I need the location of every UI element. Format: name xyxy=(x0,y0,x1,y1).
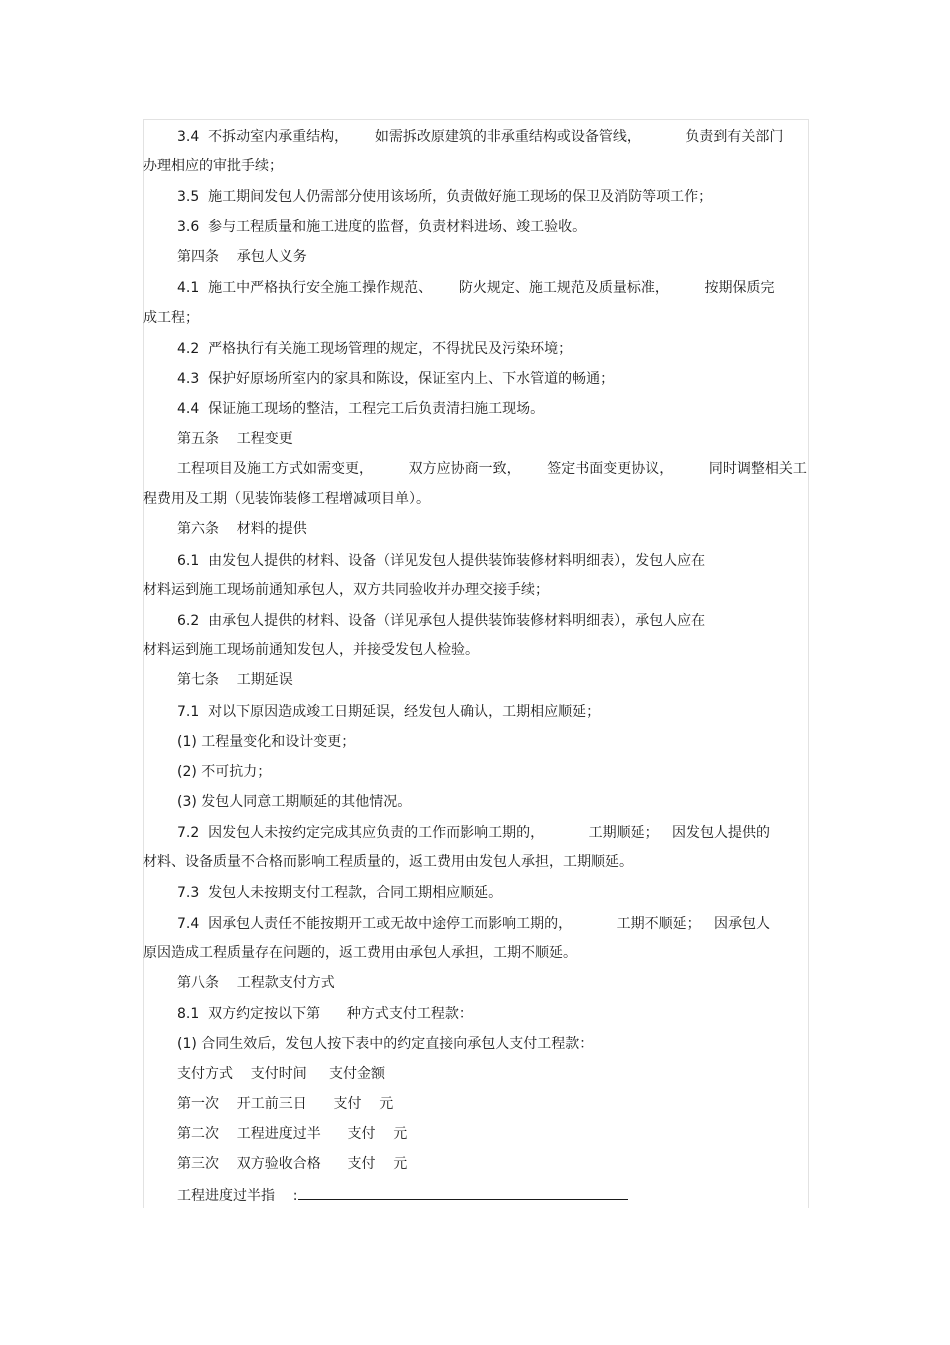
clause-7-2: 7.2 因发包人未按约定完成其应负责的工作而影响工期的， 工期顺延； 因发包人提供的 xyxy=(177,825,771,841)
clause-7-4: 7.4 因承包人责任不能按期开工或无故中途停工而影响工期的， 工期不顺延； 因承包人 xyxy=(177,916,771,932)
article-6-heading: 第六条 材料的提供 xyxy=(177,521,307,537)
clause-7-1-item-1: (1) 工程量变化和设计变更； xyxy=(177,734,356,750)
clause-3-6: 3.6 参与工程质量和施工进度的监督，负责材料进场、竣工验收。 xyxy=(177,219,587,235)
clause-4-1: 4.1 施工中严格执行安全施工操作规范、 防火规定、施工规范及质量标准， 按期保质完 xyxy=(177,280,775,296)
clause-7-1-item-2: (2) 不可抗力； xyxy=(177,764,272,780)
clause-7-2-cont: 材料、设备质量不合格而影响工程质量的，返工费用由发包人承担，工期顺延。 xyxy=(143,854,633,870)
article-5-heading: 第五条 工程变更 xyxy=(177,431,293,447)
payment-table-header: 支付方式 支付时间 支付金额 xyxy=(177,1066,386,1082)
payment-row-3: 第三次 双方验收合格 支付 元 xyxy=(177,1156,408,1172)
clause-6-2-cont: 材料运到施工现场前通知发包人，并接受发包人检验。 xyxy=(143,642,479,658)
clause-6-1: 6.1 由发包人提供的材料、设备（详见发包人提供装饰装修材料明细表），发包人应在 xyxy=(177,553,706,569)
payment-row-2: 第二次 工程进度过半 支付 元 xyxy=(177,1126,408,1142)
clause-4-1-cont: 成工程； xyxy=(143,310,199,326)
progress-definition-label: 工程进度过半指 : xyxy=(177,1188,298,1204)
clause-4-4: 4.4 保证施工现场的整洁，工程完工后负责清扫施工现场。 xyxy=(177,401,545,417)
payment-row-1: 第一次 开工前三日 支付 元 xyxy=(177,1096,394,1112)
clause-3-5: 3.5 施工期间发包人仍需部分使用该场所，负责做好施工现场的保卫及消防等项工作； xyxy=(177,189,713,205)
progress-definition-blank[interactable] xyxy=(298,1185,628,1200)
clause-3-4: 3.4 不拆动室内承重结构， 如需拆改原建筑的非承重结构或设备管线， 负责到有关部门 xyxy=(177,129,784,145)
clause-4-3: 4.3 保护好原场所室内的家具和陈设，保证室内上、下水管道的畅通； xyxy=(177,371,615,387)
clause-3-4-cont: 办理相应的审批手续； xyxy=(143,158,283,174)
clause-7-4-cont: 原因造成工程质量存在问题的，返工费用由承包人承担，工期不顺延。 xyxy=(143,945,577,961)
clause-7-1-item-3: (3) 发包人同意工期顺延的其他情况。 xyxy=(177,794,412,810)
clause-8-1-item-1: (1) 合同生效后，发包人按下表中的约定直接向承包人支付工程款： xyxy=(177,1036,594,1052)
article-7-heading: 第七条 工期延误 xyxy=(177,672,293,688)
clause-7-3: 7.3 发包人未按期支付工程款，合同工期相应顺延。 xyxy=(177,885,503,901)
article-5-text-cont: 程费用及工期（见装饰装修工程增减项目单）。 xyxy=(143,491,430,507)
clause-8-1: 8.1 双方约定按以下第 种方式支付工程款： xyxy=(177,1006,473,1022)
article-4-heading: 第四条 承包人义务 xyxy=(177,249,307,265)
article-8-heading: 第八条 工程款支付方式 xyxy=(177,975,335,991)
clause-7-1: 7.1 对以下原因造成竣工日期延误，经发包人确认，工期相应顺延； xyxy=(177,704,601,720)
clause-4-2: 4.2 严格执行有关施工现场管理的规定，不得扰民及污染环境； xyxy=(177,341,573,357)
clause-6-1-cont: 材料运到施工现场前通知承包人，双方共同验收并办理交接手续； xyxy=(143,582,549,598)
clause-6-2: 6.2 由承包人提供的材料、设备（详见承包人提供装饰装修材料明细表），承包人应在 xyxy=(177,613,706,629)
article-5-text: 工程项目及施工方式如需变更， 双方应协商一致， 签定书面变更协议， 同时调整相关工 xyxy=(177,461,807,477)
progress-definition-line xyxy=(177,1185,628,1205)
